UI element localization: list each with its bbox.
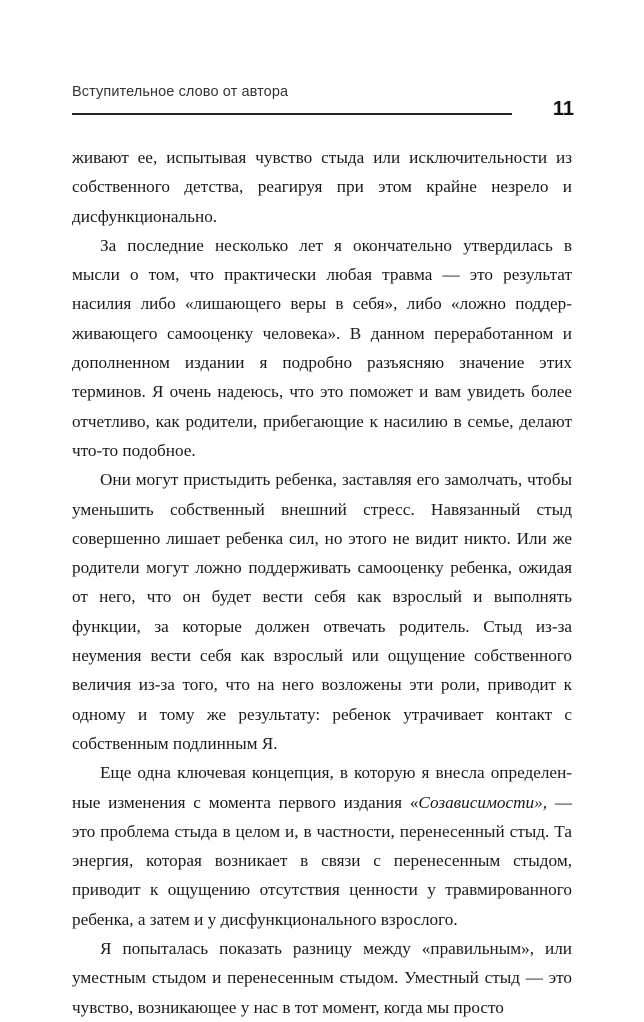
paragraph-1: живают ее, испытывая чувство стыда или исключительности из собственного детства, реагируя при этом крайне незрело и дисфункционально.: [72, 148, 572, 226]
paragraph-2: За последние несколько лет я окончательно утвердилась в мысли о том, что практически любая травма — это результат насилия либо «лишающего веры в себя», либо «ложно поддерживающего самооценку человека». В данном переработанном и дополненном издании я подробно разъясняю значение этих терминов. Я очень надеюсь, что это поможет и вам увидеть более отчетливо, как родители, прибегающие к насилию в семье, делают что-то подобное.: [72, 235, 572, 460]
header-rule: [72, 113, 512, 115]
running-head: Вступительное слово от автора: [72, 84, 289, 100]
body-text: [72, 143, 572, 1022]
paragraph-5: Я попыталась показать разницу между «правильным», или уместным стыдом и перенесенным стыдом. Уместный стыд — это чувство, возникающее у нас в тот момент, когда мы просто: [72, 939, 572, 1017]
paragraph-4-start: Еще одна ключевая концепция, в которую я внесла определенные изменения с момента первого издания «: [72, 763, 572, 812]
paragraph-4: [72, 758, 572, 934]
paragraph-4-end: — это проблема стыда в целом и, в частности, перенесенный стыд. Та энергия, которая возникает в связи с перенесенным стыдом, приводит к ощущению отсутствия ценности у травмированного ребенка, а затем и у дисфункционального взрослого.: [72, 792, 573, 929]
paragraph-3: Они могут пристыдить ребенка, заставляя его замолчать, чтобы уменьшить собственный внешний стресс. Навязанный стыд совершенно лишает ребенка сил, но этого не видит никто. Или же родители могут ложно поддерживать самооценку ребенка, ожидая от него, что он будет вести себя как взрослый и выполнять функции, за которые должен отвечать родитель. Стыд из-за неумения вести себя как взрослый или ощущение собственного величия из-за того, что на него возложены эти роли, приводит к одному и тому же результату: ребенок утрачивает контакт с собственным подлинным Я.: [72, 470, 572, 753]
page-number: 11: [552, 98, 574, 120]
book-title: Созависимости»,: [418, 792, 548, 812]
